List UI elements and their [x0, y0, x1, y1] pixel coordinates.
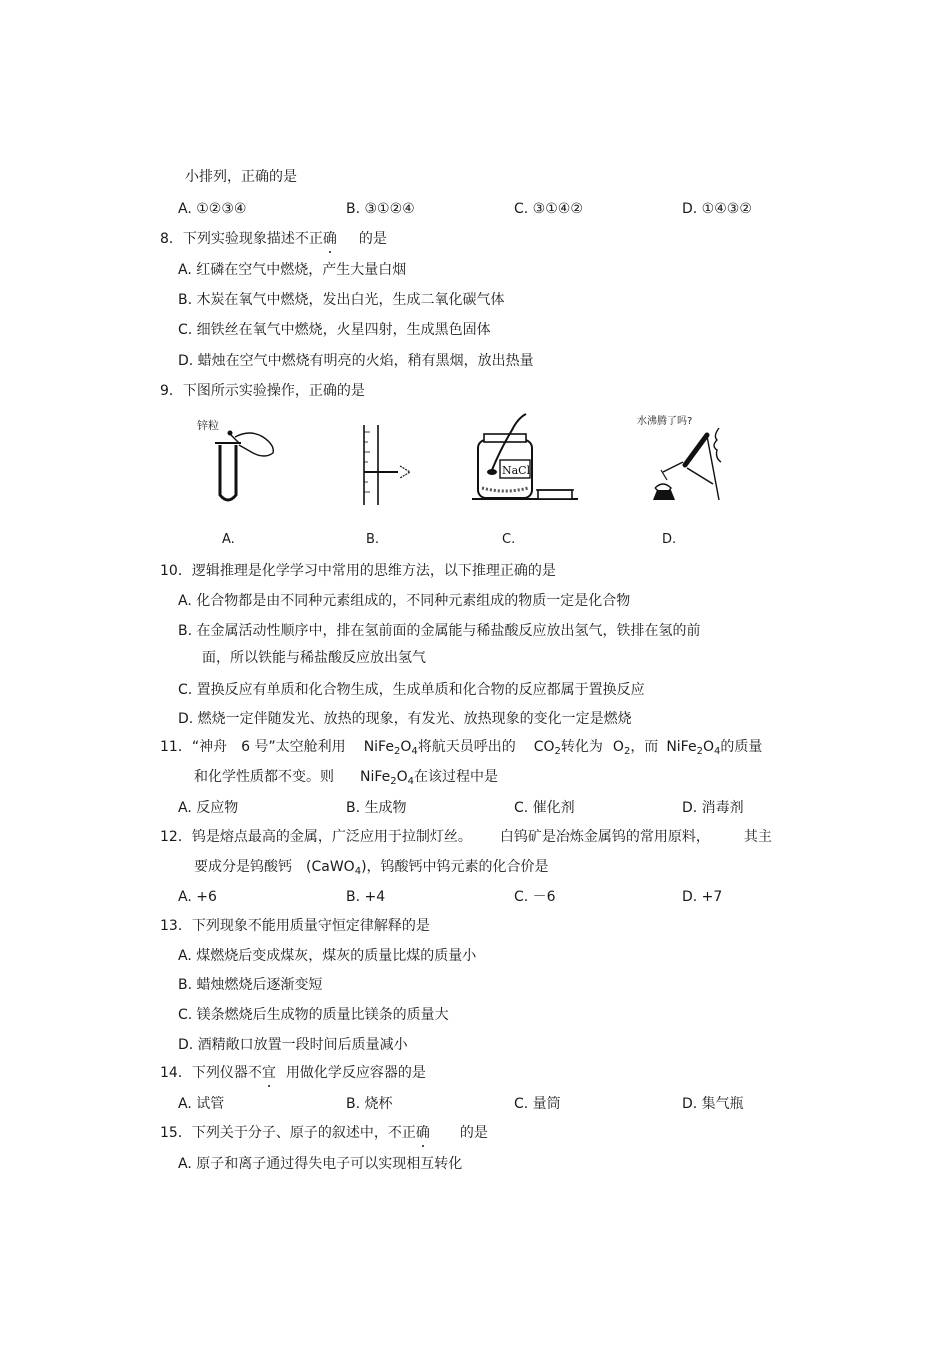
q13-option-a[interactable]: A. 煤燃烧后变成煤灰，煤灰的质量比煤的质量小: [178, 948, 477, 964]
q11-o-b: O: [702, 739, 714, 755]
q11-sub2-a: 2: [393, 746, 401, 757]
q11-stem-part5: 的质量: [720, 739, 763, 755]
q11-co-sub2: 2: [554, 746, 561, 757]
q11-stem-part4: ，而: [630, 739, 659, 755]
q13-option-c[interactable]: C. 镁条燃烧后生成物的质量比镁条的质量大: [178, 1007, 449, 1023]
q15-stem-emphasis: 确: [415, 1125, 430, 1141]
q8-stem-emphasis: 确: [322, 231, 337, 247]
q11-stem-part2: 将航天员呼出的: [417, 739, 516, 755]
q11-option-a[interactable]: A. 反应物: [178, 800, 239, 816]
q8-stem-pre: 8．下列实验现象描述不正: [160, 231, 323, 247]
q12-option-b[interactable]: B. +4: [346, 889, 386, 905]
figure-a-label: 锌粒: [197, 419, 219, 432]
q11-sub2-c: 2: [390, 776, 397, 787]
q11-sub4-a: 4: [411, 746, 418, 757]
q7-continuation: 小排列，正确的是: [185, 169, 297, 185]
q11-co: CO: [533, 739, 555, 755]
q9-option-b[interactable]: B.: [366, 532, 380, 547]
figure-c-label: NaCl: [502, 464, 531, 477]
q11-sub4-b: 4: [713, 746, 721, 757]
q11-option-c[interactable]: C. 催化剂: [514, 800, 575, 816]
figure-c-nacl-jar: [470, 410, 580, 505]
q15-stem-post: 的是: [459, 1125, 488, 1141]
q14-option-d[interactable]: D. 集气瓶: [682, 1096, 744, 1112]
q11-stem-part1: 11．“神舟 6 号”太空舱利用: [160, 739, 346, 755]
q8-option-b[interactable]: B. 木炭在氧气中燃烧，发出白光，生成二氧化碳气体: [178, 292, 505, 308]
q9-stem: 9．下图所示实验操作，正确的是: [160, 383, 365, 399]
q12-option-c[interactable]: C. －6: [514, 889, 556, 905]
q11-o-c: O: [396, 769, 408, 785]
q10-stem: 10．逻辑推理是化学学习中常用的思维方法，以下推理正确的是: [160, 563, 556, 579]
q12-stem-line1: [160, 828, 772, 846]
q13-option-b[interactable]: B. 蜡烛燃烧后逐渐变短: [178, 977, 323, 993]
q11-option-d[interactable]: D. 消毒剂: [682, 800, 744, 816]
q8-option-c[interactable]: C. 细铁丝在氧气中燃烧，火星四射，生成黑色固体: [178, 322, 491, 338]
q8-stem-post: 的是: [358, 231, 387, 247]
q14-option-a[interactable]: A. 试管: [178, 1096, 225, 1112]
q14-option-b[interactable]: B. 烧杯: [346, 1096, 393, 1112]
q11-formula-nife2o4-b: [666, 739, 720, 755]
figure-d-label: 水沸腾了吗?: [637, 416, 693, 427]
q11-o2-sub2: 2: [623, 746, 631, 757]
q7-option-a[interactable]: A. ①②③④: [178, 201, 247, 217]
q8-stem: [160, 230, 387, 248]
q10-option-b[interactable]: B. 在金属活动性顺序中，排在氢前面的金属能与稀盐酸反应放出氢气，铁排在氢的前: [178, 623, 701, 639]
q11-formula-o2: [613, 739, 630, 755]
q12-formula-sub4: 4: [354, 866, 362, 877]
q14-option-c[interactable]: C. 量筒: [514, 1096, 561, 1112]
figure-a-test-tube-zinc: [195, 415, 285, 510]
q11-sub4-c: 4: [407, 776, 415, 787]
q9-option-d[interactable]: D.: [662, 532, 677, 547]
q11-formula-nife2o4-c: [360, 769, 414, 785]
q11-option-b[interactable]: B. 生成物: [346, 800, 407, 816]
q12-option-a[interactable]: A. +6: [178, 889, 217, 905]
q14-stem: [160, 1064, 426, 1082]
q7-option-b[interactable]: B. ③①②④: [346, 201, 415, 217]
q14-stem-emphasis: 宜: [261, 1065, 276, 1081]
q11-sub2-b: 2: [696, 746, 703, 757]
q11-stem-part3: 转化为: [560, 739, 603, 755]
figure-b-graduated-cylinder: [350, 420, 420, 510]
q11-stem-line2: [194, 768, 498, 791]
q11-o2: O: [612, 739, 624, 755]
q11-stem-line2-post: 在该过程中是: [414, 769, 499, 785]
q13-stem: 13．下列现象不能用质量守恒定律解释的是: [160, 918, 430, 934]
q12-stem-line2: [194, 858, 549, 881]
q11-stem-line2-pre: 和化学性质都不变。则: [194, 769, 334, 785]
q12-stem-part2: 白钨矿是冶炼金属钨的常用原料，: [499, 829, 710, 845]
q12-formula: (CaWO: [306, 859, 355, 875]
q15-option-a[interactable]: A. 原子和离子通过得失电子可以实现相互转化: [178, 1156, 463, 1172]
q10-option-b-continued: 面，所以铁能与稀盐酸反应放出氢气: [202, 650, 426, 666]
q9-option-a[interactable]: A.: [222, 532, 235, 547]
q10-option-d[interactable]: D. 燃烧一定伴随发光、放热的现象，有发光、放热现象的变化一定是燃烧: [178, 711, 632, 727]
q8-option-a[interactable]: A. 红磷在空气中燃烧，产生大量白烟: [178, 262, 407, 278]
q14-stem-pre: 14．下列仪器不: [160, 1065, 262, 1081]
q10-option-a[interactable]: A. 化合物都是由不同种元素组成的，不同种元素组成的物质一定是化合物: [178, 593, 631, 609]
q12-option-d[interactable]: D. +7: [682, 889, 723, 905]
q11-nife-a: NiFe: [363, 739, 394, 755]
q7-option-d[interactable]: D. ①④③②: [682, 201, 752, 217]
q11-formula-co2: [534, 739, 561, 755]
q12-stem-line2-pre: 要成分是钨酸钙: [194, 859, 292, 875]
q9-option-c[interactable]: C.: [502, 532, 516, 547]
q7-option-c[interactable]: C. ③①④②: [514, 201, 583, 217]
q8-option-d[interactable]: D. 蜡烛在空气中燃烧有明亮的火焰，稍有黑烟，放出热量: [178, 353, 534, 369]
q11-o-a: O: [400, 739, 412, 755]
q11-stem-line1: [160, 738, 762, 761]
figure-d-heating-tube: [635, 410, 745, 510]
q13-option-d[interactable]: D. 酒精敞口放置一段时间后质量减小: [178, 1037, 408, 1053]
q10-option-c[interactable]: C. 置换反应有单质和化合物生成，生成单质和化合物的反应都属于置换反应: [178, 682, 645, 698]
q11-nife-b: NiFe: [666, 739, 697, 755]
q12-stem-line2-post: )，钨酸钙中钨元素的化合价是: [361, 859, 549, 875]
q12-stem-part3: 其主: [743, 829, 772, 845]
q15-stem: [160, 1124, 488, 1142]
q11-nife-c: NiFe: [360, 769, 391, 785]
q15-stem-pre: 15．下列关于分子、原子的叙述中，不正: [160, 1125, 416, 1141]
q11-formula-nife2o4-a: [364, 739, 418, 755]
q12-stem-part1: 12．钨是熔点最高的金属，广泛应用于拉制灯丝。: [160, 829, 472, 845]
q14-stem-post: 用做化学反应容器的是: [285, 1065, 426, 1081]
